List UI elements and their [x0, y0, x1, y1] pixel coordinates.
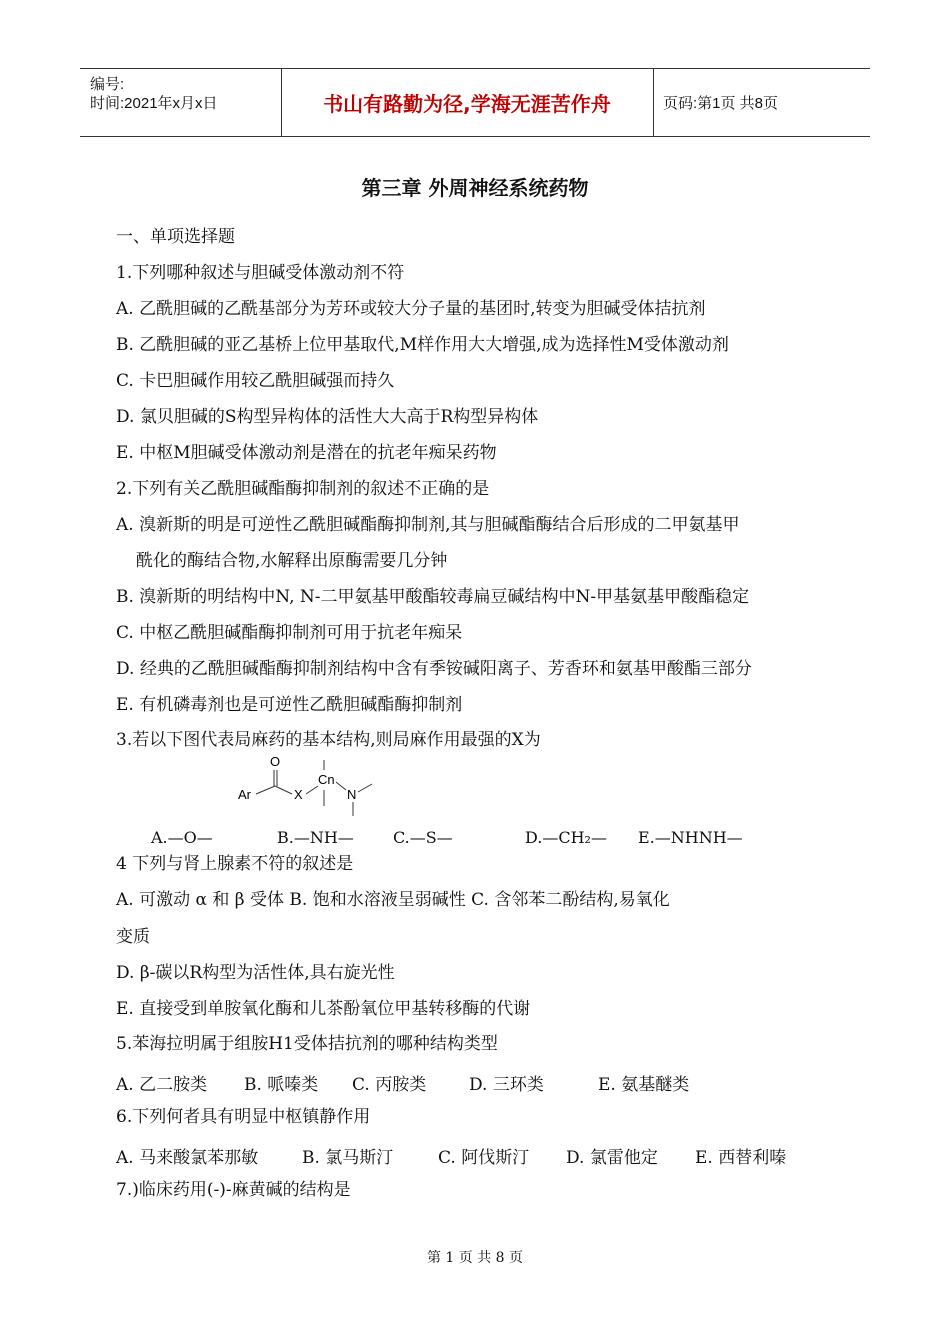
q4-option-d: D. β-碳以R构型为活性体,具右旋光性: [116, 963, 395, 983]
header-left-cell: [80, 69, 282, 136]
q4-option-e: E. 直接受到单胺氧化酶和儿茶酚氧位甲基转移酶的代谢: [116, 999, 531, 1019]
q2-option-d: D. 经典的乙酰胆碱酯酶抑制剂结构中含有季铵碱阳离子、芳香环和氨基甲酸酯三部分: [116, 659, 752, 679]
q6-option-d: D. 氯雷他定: [566, 1148, 658, 1168]
time-label: 时间:2021年x月x日: [90, 95, 218, 112]
q3-option-a: A.—O—: [151, 828, 213, 847]
page-footer: 第 1 页 共 8 页: [426, 1250, 524, 1266]
header-motto: 书山有路勤为径,学海无涯苦作舟: [281, 69, 654, 136]
section-heading: 一、单项选择题: [116, 227, 235, 247]
local-anesthetic-structure: [230, 752, 400, 824]
q5-option-c: C. 丙胺类: [352, 1075, 427, 1095]
q5-option-d: D. 三环类: [469, 1075, 544, 1095]
q3-option-b: B.—NH—: [277, 828, 354, 847]
chapter-title: 第三章 外周神经系统药物: [361, 176, 589, 200]
number-label: 编号:: [90, 76, 125, 93]
q1-option-a: A. 乙酰胆碱的乙酰基部分为芳环或较大分子量的基团时,转变为胆碱受体拮抗剂: [116, 299, 706, 319]
struct-nitrogen: N: [347, 787, 357, 802]
struct-aryl: Ar: [238, 787, 251, 802]
q6-option-a: A. 马来酸氯苯那敏: [116, 1148, 259, 1168]
q6-option-b: B. 氯马斯汀: [302, 1148, 394, 1168]
q2-stem: 2.下列有关乙酰胆碱酯酶抑制剂的叙述不正确的是: [116, 479, 490, 499]
q2-option-c: C. 中枢乙酰胆碱酯酶抑制剂可用于抗老年痴呆: [116, 623, 463, 643]
q3-option-d: D.—CH₂—: [525, 828, 607, 847]
q4-options-abc-cont: 变质: [116, 927, 150, 947]
struct-oxygen: O: [270, 754, 281, 769]
q1-stem: 1.下列哪种叙述与胆碱受体激动剂不符: [116, 263, 405, 283]
q3-option-e: E.—NHNH—: [638, 828, 743, 847]
q3-option-c: C.—S—: [393, 828, 453, 847]
q2-option-a: A. 溴新斯的明是可逆性乙酰胆碱酯酶抑制剂,其与胆碱酯酶结合后形成的二甲氨基甲: [116, 515, 740, 535]
q2-option-a-cont: 酰化的酶结合物,水解释出原酶需要几分钟: [136, 551, 448, 571]
q6-option-e: E. 西替利嗪: [695, 1148, 787, 1168]
q6-stem: 6.下列何者具有明显中枢镇静作用: [116, 1107, 371, 1127]
struct-cn: Cn: [318, 772, 335, 787]
q5-option-b: B. 哌嗪类: [244, 1075, 319, 1095]
struct-x: X: [294, 787, 303, 802]
q4-options-abc: A. 可激动 α 和 β 受体 B. 饱和水溶液呈弱碱性 C. 含邻苯二酚结构,易氧化: [116, 890, 670, 910]
q5-option-a: A. 乙二胺类: [116, 1075, 208, 1095]
q1-option-b: B. 乙酰胆碱的亚乙基桥上位甲基取代,M样作用大大增强,成为选择性M受体激动剂: [116, 335, 729, 355]
q1-option-e: E. 中枢M胆碱受体激动剂是潜在的抗老年痴呆药物: [116, 443, 497, 463]
q5-option-e: E. 氨基醚类: [598, 1075, 690, 1095]
header-page-info: 页码:第1页 共8页: [663, 95, 779, 112]
q6-option-c: C. 阿伐斯汀: [438, 1148, 530, 1168]
q1-option-c: C. 卡巴胆碱作用较乙酰胆碱强而持久: [116, 371, 395, 391]
q2-option-b: B. 溴新斯的明结构中N, N-二甲氨基甲酸酯较毒扁豆碱结构中N-甲基氨基甲酸酯稳定: [116, 587, 750, 607]
q1-option-d: D. 氯贝胆碱的S构型异构体的活性大大高于R构型异构体: [116, 407, 539, 427]
q2-option-e: E. 有机磷毒剂也是可逆性乙酰胆碱酯酶抑制剂: [116, 695, 463, 715]
q7-stem: 7.)临床药用(-)-麻黄碱的结构是: [116, 1180, 351, 1200]
q4-stem: 4 下列与肾上腺素不符的叙述是: [116, 854, 354, 874]
q3-stem: 3.若以下图代表局麻药的基本结构,则局麻作用最强的X为: [116, 730, 541, 750]
q5-stem: 5.苯海拉明属于组胺H1受体拮抗剂的哪种结构类型: [116, 1034, 498, 1054]
page-header: [80, 68, 870, 137]
